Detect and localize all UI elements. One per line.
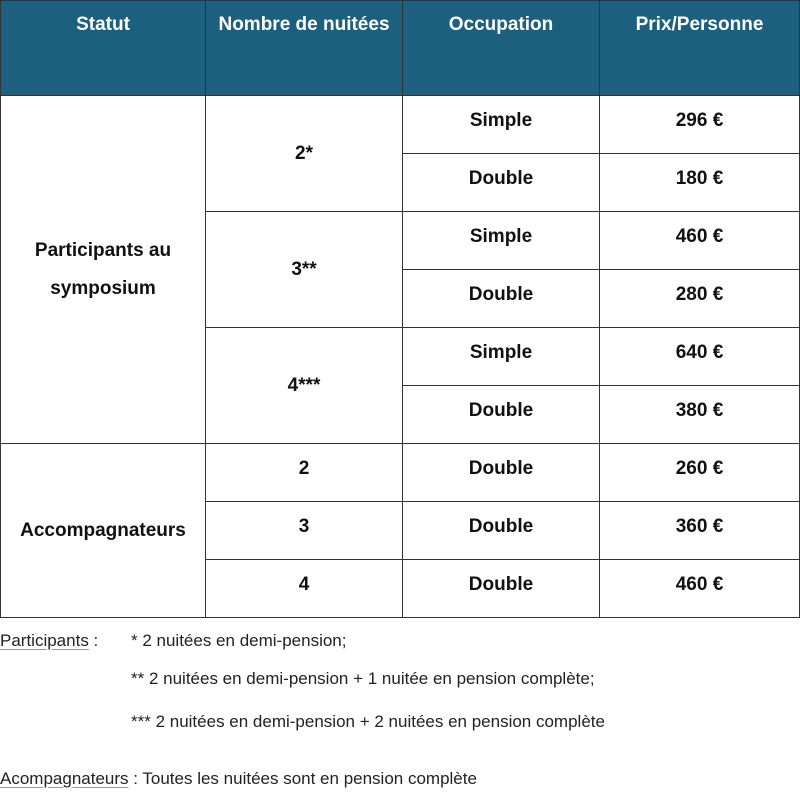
nights-cell: 3: [206, 502, 403, 560]
occupation-cell: Simple: [403, 328, 600, 386]
price-cell: 296 €: [600, 96, 800, 154]
occupation-cell: Simple: [403, 96, 600, 154]
header-row: [1, 1, 800, 96]
price-cell: 360 €: [600, 502, 800, 560]
price-cell: 260 €: [600, 444, 800, 502]
statut-participants: Participants au symposium: [1, 96, 206, 444]
statut-companions: Accompagnateurs: [1, 444, 206, 618]
header-occupation: Occupation: [403, 1, 600, 96]
occupation-cell: Double: [403, 502, 600, 560]
participants-label: Participants: [0, 631, 89, 650]
occupation-cell: Simple: [403, 212, 600, 270]
nights-cell: 3**: [206, 212, 403, 328]
companions-text: : Toutes les nuitées sont en pension complète: [128, 769, 477, 788]
header-price: Prix/Personne: [600, 1, 800, 96]
occupation-cell: Double: [403, 444, 600, 502]
price-cell: 180 €: [600, 154, 800, 212]
header-statut: Statut: [1, 1, 206, 96]
price-cell: 460 €: [600, 212, 800, 270]
table-row: [1, 96, 800, 154]
occupation-cell: Double: [403, 270, 600, 328]
occupation-cell: Double: [403, 386, 600, 444]
price-cell: 380 €: [600, 386, 800, 444]
occupation-cell: Double: [403, 154, 600, 212]
participants-note-2: ** 2 nuitées en demi-pension + 1 nuitée en pension complète;: [131, 669, 595, 688]
companions-label: Acompagnateurs: [0, 769, 129, 788]
nights-cell: 4***: [206, 328, 403, 444]
header-nights: Nombre de nuitées: [206, 1, 403, 96]
participants-note-1: * 2 nuitées en demi-pension;: [131, 631, 347, 650]
nights-cell: 2: [206, 444, 403, 502]
participants-note-3: *** 2 nuitées en demi-pension + 2 nuitées en pension complète: [131, 712, 605, 731]
price-cell: 640 €: [600, 328, 800, 386]
nights-cell: 4: [206, 560, 403, 618]
price-cell: 460 €: [600, 560, 800, 618]
occupation-cell: Double: [403, 560, 600, 618]
participants-separator: :: [88, 631, 99, 650]
price-cell: 280 €: [600, 270, 800, 328]
participants-label-line: [0, 631, 98, 651]
nights-cell: 2*: [206, 96, 403, 212]
table-row: [1, 444, 800, 502]
companions-note: [0, 769, 477, 789]
